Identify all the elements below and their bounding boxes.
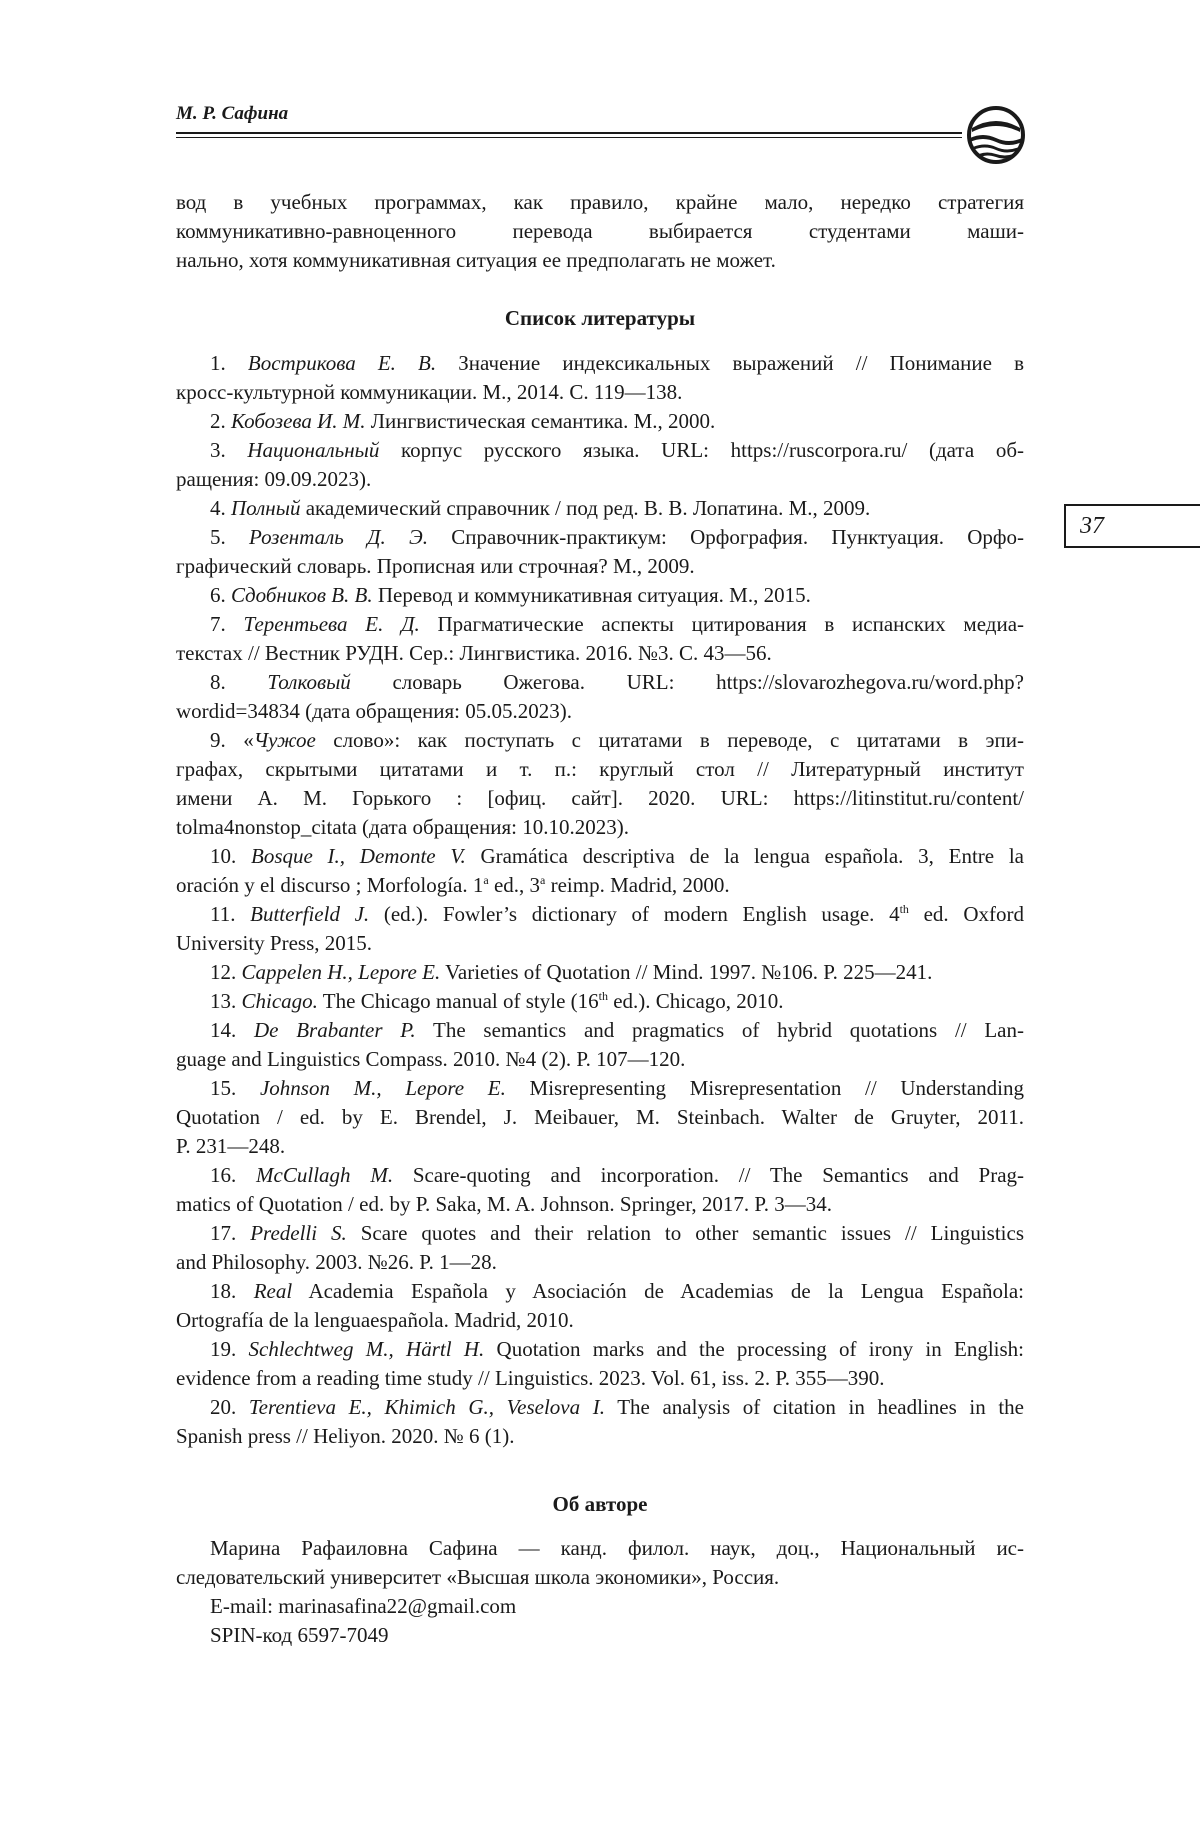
reference-author: Толковый — [267, 670, 351, 694]
reference-number: 6. — [210, 583, 231, 607]
reference-text: Quotation marks and the processing of irony in English: — [484, 1337, 1025, 1361]
reference-text: University Press, 2015. — [176, 931, 372, 955]
reference-number: 12. — [210, 960, 242, 984]
about-heading: Об авторе — [552, 1492, 648, 1516]
reference-line — [176, 378, 1024, 407]
reference-text: Прагматические аспекты цитирования в испанских медиа- — [419, 612, 1025, 636]
reference-line — [176, 494, 1024, 523]
reference-author: Терентьева Е. Д. — [243, 612, 420, 636]
reference-number: 13. — [210, 989, 242, 1013]
reference-text: Varieties of Quotation // Mind. 1997. №106. P. 225—241. — [440, 960, 933, 984]
reference-entry — [176, 1074, 1024, 1161]
reference-entry — [176, 494, 1024, 523]
reference-text: имени А. М. Горького : [офиц. сайт]. 2020. URL: https://litinstitut.ru/content/ — [176, 786, 1024, 810]
reference-author: Национальный — [247, 438, 380, 462]
reference-line — [176, 958, 1024, 987]
reference-text: ed. Oxford — [908, 902, 1024, 926]
intro-line: коммуникативно-равноценного перевода выбирается студентами маши- — [176, 219, 1024, 243]
reference-number: 11. — [210, 902, 251, 926]
reference-line — [176, 436, 1024, 465]
reference-text: Ortografía de la lenguaespañola. Madrid, 2010. — [176, 1308, 574, 1332]
header-rule-thin — [176, 137, 962, 138]
reference-line — [176, 1364, 1024, 1393]
reference-number: 16. — [210, 1163, 257, 1187]
reference-entry — [176, 1335, 1024, 1393]
reference-author: De Brabanter P. — [254, 1018, 416, 1042]
reference-author: Butterfield J. — [250, 902, 370, 926]
reference-author: McCullagh M. — [256, 1163, 394, 1187]
reference-author: Bosque I., Demonte V. — [251, 844, 466, 868]
intro-line: нально, хотя коммуникативная ситуация ее предполагать не может. — [176, 248, 776, 272]
reference-number: 5. — [210, 525, 249, 549]
reference-line — [176, 1045, 1024, 1074]
reference-text: matics of Quotation / ed. by P. Saka, M. A. Johnson. Springer, 2017. P. 3—34. — [176, 1192, 832, 1216]
reference-text: The semantics and pragmatics of hybrid quotations // Lan- — [415, 1018, 1024, 1042]
reference-number: 9. « — [210, 728, 254, 752]
reference-line — [176, 1422, 1024, 1451]
reference-text: guage and Linguistics Compass. 2010. №4 (2). P. 107—120. — [176, 1047, 686, 1071]
about-line: Марина Рафаиловна Сафина — канд. филол. наук, доц., Национальный ис- — [210, 1536, 1024, 1560]
reference-author: Cappelen H., Lepore E. — [241, 960, 441, 984]
reference-number: 19. — [210, 1337, 249, 1361]
reference-line — [176, 1132, 1024, 1161]
reference-line — [176, 1306, 1024, 1335]
reference-text: кросс-культурной коммуникации. М., 2014. С. 119—138. — [176, 380, 683, 404]
reference-entry — [176, 407, 1024, 436]
reference-line — [176, 929, 1024, 958]
reference-line — [176, 871, 1024, 900]
about-author — [176, 1534, 1024, 1650]
reference-number: 7. — [210, 612, 244, 636]
reference-line — [176, 1016, 1024, 1045]
reference-entry — [176, 436, 1024, 494]
reference-author: Чужое — [253, 728, 316, 752]
superscript: a — [483, 873, 489, 887]
reference-entry — [176, 900, 1024, 958]
reference-line — [176, 1074, 1024, 1103]
reference-text: ed.). Chicago, 2010. — [607, 989, 784, 1013]
reference-line — [176, 1161, 1024, 1190]
reference-text: Gramática descriptiva de la lengua española. 3, Entre la — [465, 844, 1025, 868]
reference-number: 4. — [210, 496, 231, 520]
reference-entry — [176, 1161, 1024, 1219]
reference-number: 3. — [210, 438, 248, 462]
page-number-box — [1064, 504, 1200, 548]
reference-entry — [176, 668, 1024, 726]
reference-line — [176, 552, 1024, 581]
intro-line: вод в учебных программах, как правило, крайне мало, нередко стратегия — [176, 190, 1024, 214]
reference-entry — [176, 349, 1024, 407]
intro-paragraph — [176, 188, 1024, 275]
reference-author: Schlechtweg M., Härtl H. — [248, 1337, 485, 1361]
reference-number: 18. — [210, 1279, 254, 1303]
about-line: следовательский университет «Высшая школа экономики», Россия. — [176, 1565, 780, 1589]
reference-line — [176, 349, 1024, 378]
author-spin: SPIN-код 6597-7049 — [210, 1623, 389, 1647]
reference-text: P. 231—248. — [176, 1134, 286, 1158]
reference-author: Real — [253, 1279, 293, 1303]
reference-line — [176, 1103, 1024, 1132]
reference-author: Полный — [231, 496, 301, 520]
reference-author: Кобозева И. М. — [231, 409, 366, 433]
reference-line — [176, 610, 1024, 639]
reference-entry — [176, 1016, 1024, 1074]
reference-text: oración y el discurso ; Morfología. 1 — [176, 873, 484, 897]
reference-line — [176, 1277, 1024, 1306]
reference-text: and Philosophy. 2003. №26. P. 1—28. — [176, 1250, 497, 1274]
superscript: th — [899, 902, 909, 916]
reference-text: Справочник-практикум: Орфография. Пунктуация. Орфо- — [427, 525, 1024, 549]
reference-line — [176, 726, 1024, 755]
superscript: th — [598, 989, 608, 1003]
reference-text: корпус русского языка. URL: https://ruscorpora.ru/ (дата об- — [379, 438, 1025, 462]
reference-entry — [176, 842, 1024, 900]
reference-text: графах, скрытыми цитатами и т. п.: круглый стол // Литературный институт — [176, 757, 1024, 781]
reference-text: Spanish press // Heliyon. 2020. № 6 (1). — [176, 1424, 515, 1448]
header-rule-thick — [176, 132, 962, 134]
reference-number: 14. — [210, 1018, 254, 1042]
references-list — [176, 349, 1024, 1451]
reference-text: слово»: как поступать с цитатами в переводе, с цитатами в эпи- — [315, 728, 1025, 752]
reference-text: Scare-quoting and incorporation. // The Semantics and Prag- — [393, 1163, 1025, 1187]
reference-number: 20. — [210, 1395, 249, 1419]
reference-line — [176, 465, 1024, 494]
reference-text: Перевод и коммуникативная ситуация. М., 2015. — [372, 583, 811, 607]
reference-number: 8. — [210, 670, 268, 694]
reference-text: ed., 3 — [488, 873, 541, 897]
reference-text: evidence from a reading time study // Linguistics. 2023. Vol. 61, iss. 2. P. 355—390. — [176, 1366, 885, 1390]
reference-line — [176, 668, 1024, 697]
reference-line — [176, 1248, 1024, 1277]
reference-line — [176, 1393, 1024, 1422]
reference-entry — [176, 1393, 1024, 1451]
reference-entry — [176, 1277, 1024, 1335]
reference-line — [176, 987, 1024, 1016]
reference-number: 15. — [210, 1076, 260, 1100]
about-heading-wrap — [176, 1490, 1024, 1519]
reference-author: Johnson M., Lepore E. — [259, 1076, 506, 1100]
reference-text: Scare quotes and their relation to other semantic issues // Linguistics — [346, 1221, 1025, 1245]
reference-text: Misrepresenting Misrepresentation // Understanding — [505, 1076, 1025, 1100]
reference-author: Chicago. — [241, 989, 318, 1013]
reference-line — [176, 581, 1024, 610]
reference-text: (ed.). Fowler’s dictionary of modern English usage. 4 — [369, 902, 900, 926]
reference-text: академический справочник / под ред. В. В. Лопатина. М., 2009. — [300, 496, 871, 520]
running-header-author: М. Р. Сафина — [176, 103, 289, 124]
author-email: E-mail: marinasafina22@gmail.com — [210, 1594, 517, 1618]
reference-number: 2. — [210, 409, 231, 433]
reference-text: ращения: 09.09.2023). — [176, 467, 372, 491]
page-number: 37 — [1080, 513, 1104, 539]
superscript: a — [540, 873, 546, 887]
reference-entry — [176, 581, 1024, 610]
journal-logo-icon — [965, 104, 1027, 166]
reference-author: Predelli S. — [250, 1221, 347, 1245]
reference-author: Розенталь Д. Э. — [249, 525, 428, 549]
reference-entry — [176, 958, 1024, 987]
reference-line — [176, 697, 1024, 726]
reference-number: 1. — [210, 351, 248, 375]
reference-number: 10. — [210, 844, 251, 868]
reference-text: tolma4nonstop_citata (дата обращения: 10.10.2023). — [176, 815, 629, 839]
reference-entry — [176, 987, 1024, 1016]
reference-line — [176, 523, 1024, 552]
reference-text: The Chicago manual of style (16 — [317, 989, 599, 1013]
reference-number: 17. — [210, 1221, 251, 1245]
references-heading-wrap — [176, 304, 1024, 333]
reference-line — [176, 755, 1024, 784]
reference-text: графический словарь. Прописная или строчная? М., 2009. — [176, 554, 695, 578]
reference-line — [176, 1219, 1024, 1248]
reference-line — [176, 842, 1024, 871]
reference-text: Quotation / ed. by E. Brendel, J. Meibauer, M. Steinbach. Walter de Gruyter, 2011. — [176, 1105, 1024, 1129]
reference-text: Лингвистическая семантика. М., 2000. — [365, 409, 716, 433]
reference-line — [176, 813, 1024, 842]
reference-text: текстах // Вестник РУДН. Сер.: Лингвистика. 2016. №3. С. 43—56. — [176, 641, 772, 665]
reference-line — [176, 407, 1024, 436]
reference-author: Вострикова Е. В. — [247, 351, 437, 375]
reference-line — [176, 1190, 1024, 1219]
reference-text: словарь Ожегова. URL: https://slovarozhegova.ru/word.php? — [350, 670, 1024, 694]
reference-author: Сдобников В. В. — [231, 583, 373, 607]
reference-line — [176, 784, 1024, 813]
reference-entry — [176, 1219, 1024, 1277]
reference-entry — [176, 610, 1024, 668]
reference-entry — [176, 523, 1024, 581]
reference-text: Значение индексикальных выражений // Понимание в — [436, 351, 1025, 375]
reference-line — [176, 1335, 1024, 1364]
reference-text: Academia Española y Asociación de Academias de la Lengua Española: — [292, 1279, 1024, 1303]
reference-text: The analysis of citation in headlines in the — [604, 1395, 1024, 1419]
reference-text: wordid=34834 (дата обращения: 05.05.2023). — [176, 699, 573, 723]
reference-entry — [176, 726, 1024, 842]
reference-line — [176, 639, 1024, 668]
references-heading: Список литературы — [504, 306, 696, 330]
reference-author: Terentieva E., Khimich G., Veselova I. — [248, 1395, 605, 1419]
reference-text: reimp. Madrid, 2000. — [545, 873, 730, 897]
reference-line — [176, 900, 1024, 929]
